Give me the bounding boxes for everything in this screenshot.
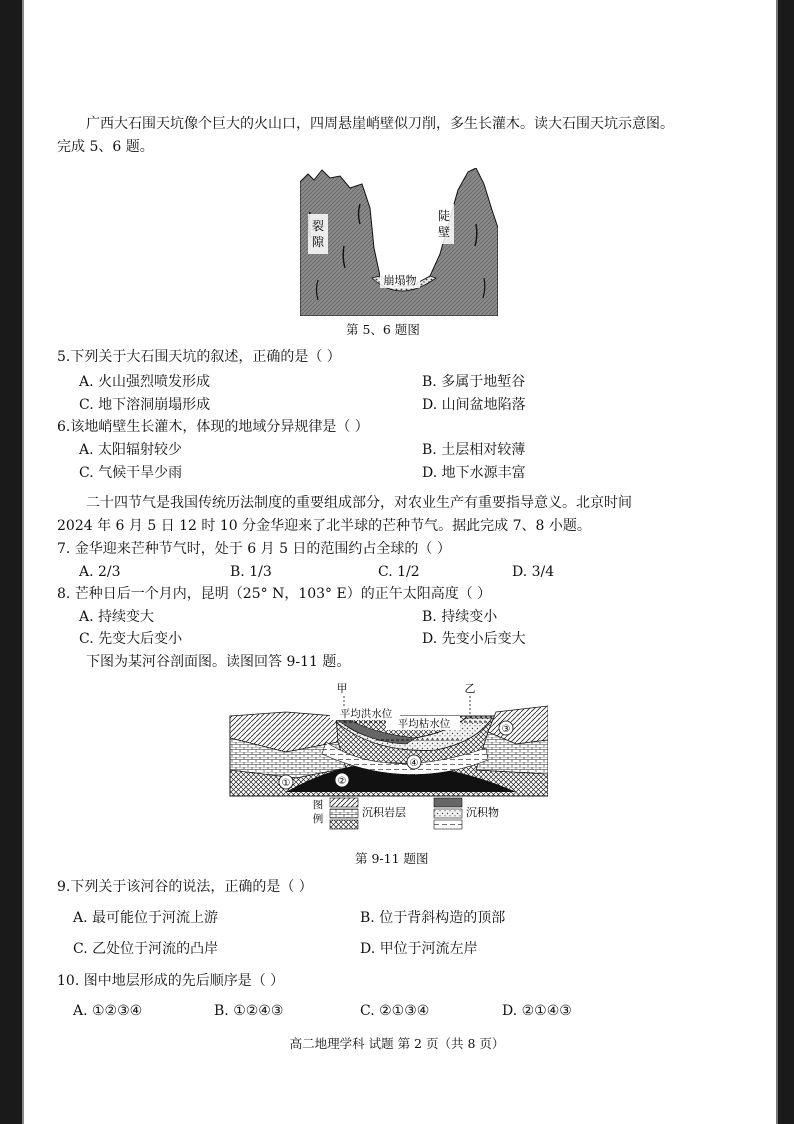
intro-paragraph-1-line-1: 广西大石围天坑像个巨大的火山口，四周悬崖峭壁似刀削，多生长灌木。读大石围天坑示意图。 bbox=[86, 116, 674, 132]
figure-2-caption: 第 9-11 题图 bbox=[355, 851, 429, 866]
question-10-stem: 10. 图中地层形成的先后顺序是（ ） bbox=[57, 973, 285, 989]
question-5-option-d: D. 山间盆地陷落 bbox=[422, 397, 526, 413]
question-6-option-b: B. 土层相对较薄 bbox=[422, 442, 526, 458]
question-9-option-d: D. 甲位于河流左岸 bbox=[360, 941, 478, 957]
figure-1-caption: 第 5、6 题图 bbox=[346, 322, 420, 337]
cliff-label-1: 陡 bbox=[437, 209, 451, 223]
scan-border-left-inner bbox=[22, 0, 24, 1124]
layer-3-label: ③ bbox=[501, 724, 511, 735]
flood-level-label: 平均洪水位 bbox=[339, 708, 393, 720]
legend-swatch-dots bbox=[434, 809, 462, 818]
question-5-option-b: B. 多属于地堑谷 bbox=[422, 374, 526, 390]
point-yi-label: 乙 bbox=[464, 682, 476, 695]
intro-paragraph-1-line-2: 完成 5、6 题。 bbox=[57, 139, 154, 155]
question-6-option-d: D. 地下水源丰富 bbox=[422, 465, 526, 481]
legend-rock-label: 沉积岩层 bbox=[362, 806, 406, 819]
scan-border-left bbox=[0, 0, 22, 1124]
question-9-option-a: A. 最可能位于河流上游 bbox=[73, 910, 219, 926]
question-5-option-a: A. 火山强烈喷发形成 bbox=[79, 374, 211, 390]
legend-swatch-dark bbox=[434, 798, 462, 807]
scan-border-right-inner bbox=[776, 0, 778, 1124]
question-10-option-b: B. ①②④③ bbox=[214, 1003, 284, 1019]
legend-title-1: 图 bbox=[312, 799, 324, 811]
question-10-option-a: A. ①②③④ bbox=[73, 1003, 143, 1019]
question-9-option-b: B. 位于背斜构造的顶部 bbox=[360, 910, 506, 926]
legend-sediment-label: 沉积物 bbox=[466, 806, 499, 819]
question-8-option-c: C. 先变大后变小 bbox=[79, 631, 183, 647]
question-10-option-d: D. ②①④③ bbox=[502, 1003, 572, 1019]
question-5-stem: 5.下列关于大石围天坑的叙述，正确的是（ ） bbox=[57, 349, 341, 365]
question-9-stem: 9.下列关于该河谷的说法，正确的是（ ） bbox=[57, 879, 313, 895]
scan-border-right bbox=[778, 0, 794, 1124]
page-footer: 高二地理学科 试题 第 2 页（共 8 页） bbox=[289, 1036, 505, 1051]
question-7-option-a: A. 2/3 bbox=[79, 564, 121, 580]
question-7-option-c: C. 1/2 bbox=[378, 564, 420, 580]
legend-swatch-diagonal bbox=[330, 798, 358, 807]
question-10-option-c: C. ②①③④ bbox=[360, 1003, 430, 1019]
question-6-stem: 6.该地峭壁生长灌木，体现的地域分异规律是（ ） bbox=[57, 419, 369, 435]
intro-paragraph-2-line-2: 2024 年 6 月 5 日 12 时 10 分金华迎来了北半球的芒种节气。据此完成 7、8 小题。 bbox=[57, 518, 591, 534]
legend-title-2: 例 bbox=[312, 813, 324, 825]
question-6-option-c: C. 气候干旱少雨 bbox=[79, 465, 183, 481]
legend-swatch-cross bbox=[330, 820, 358, 829]
collapse-label: 崩塌物 bbox=[383, 274, 417, 287]
layer-2-label: ② bbox=[337, 776, 347, 787]
sinkhole-diagram bbox=[300, 168, 498, 316]
intro-paragraph-3: 下图为某河谷剖面图。读图回答 9-11 题。 bbox=[86, 654, 351, 670]
intro-paragraph-2-line-1: 二十四节气是我国传统历法制度的重要组成部分，对农业生产有重要指导意义。北京时间 bbox=[86, 495, 632, 511]
question-6-option-a: A. 太阳辐射较少 bbox=[79, 442, 183, 458]
question-5-option-c: C. 地下溶洞崩塌形成 bbox=[79, 397, 211, 413]
cliff-label-2: 壁 bbox=[437, 225, 451, 239]
question-8-option-d: D. 先变小后变大 bbox=[422, 631, 526, 647]
layer-4-label: ④ bbox=[409, 758, 419, 769]
layer-1-label: ① bbox=[281, 778, 291, 789]
question-8-stem: 8. 芒种日后一个月内，昆明（25° N，103° E）的正午太阳高度（ ） bbox=[57, 586, 492, 602]
question-8-option-b: B. 持续变小 bbox=[422, 609, 498, 625]
river-valley-diagram bbox=[226, 682, 548, 832]
question-9-option-c: C. 乙处位于河流的凸岸 bbox=[73, 941, 219, 957]
fissure-label-1: 裂 bbox=[311, 219, 325, 233]
dry-level-label: 平均枯水位 bbox=[397, 718, 451, 730]
question-8-option-a: A. 持续变大 bbox=[79, 609, 155, 625]
legend-swatch-brick bbox=[330, 809, 358, 818]
question-7-stem: 7. 金华迎来芒种节气时，处于 6 月 5 日的范围约占全球的（ ） bbox=[57, 541, 451, 557]
point-jia-label: 甲 bbox=[336, 682, 348, 695]
question-7-option-d: D. 3/4 bbox=[512, 564, 555, 580]
question-7-option-b: B. 1/3 bbox=[230, 564, 272, 580]
fissure-label-2: 隙 bbox=[311, 235, 325, 249]
legend-swatch-dash bbox=[434, 820, 462, 829]
